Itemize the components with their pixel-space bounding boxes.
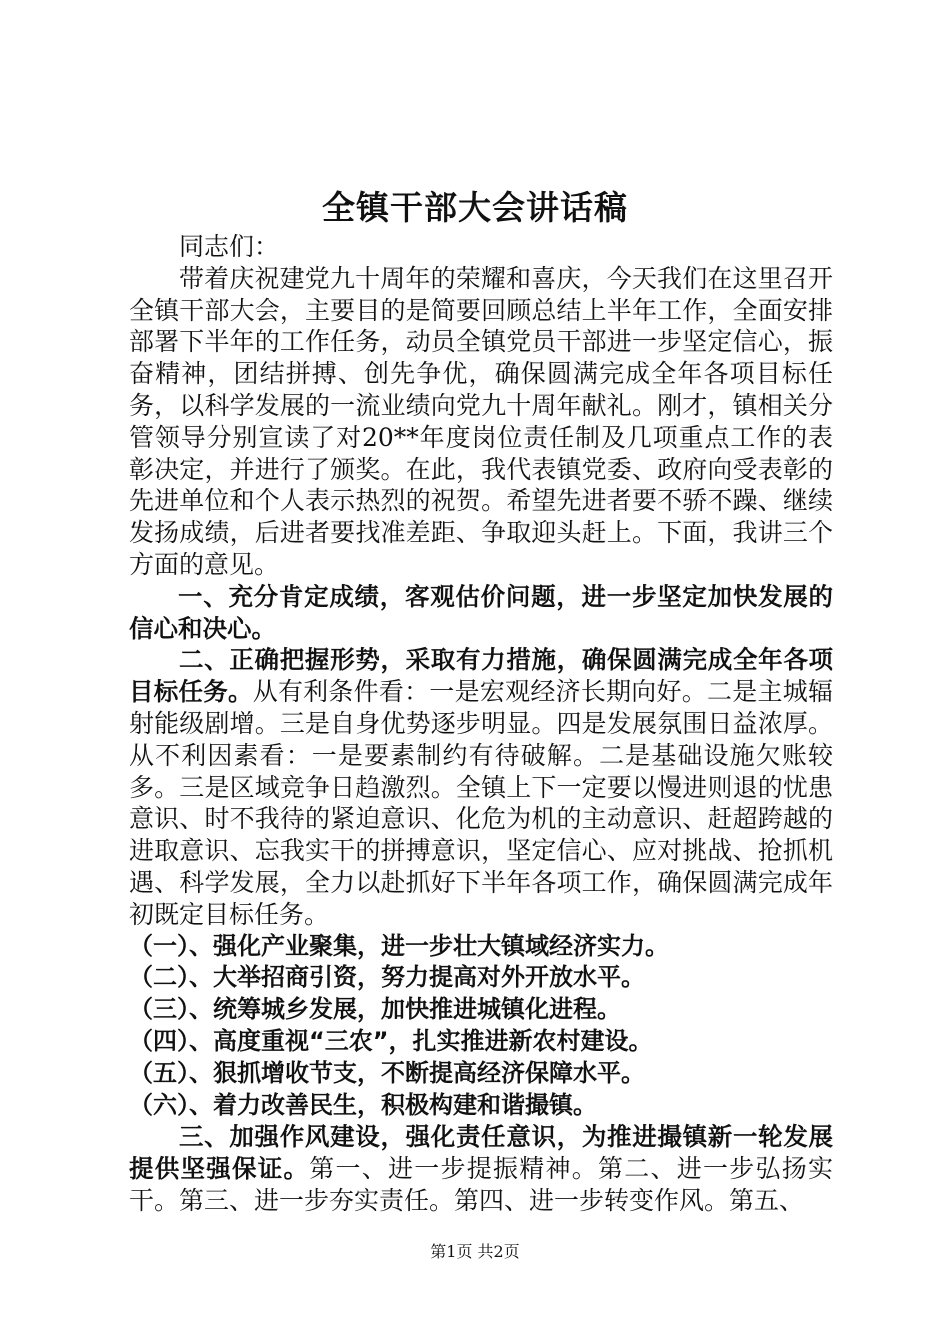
- section-3-heading: 三、加强作风建设，强化责任意识，为推进撮镇新一轮发展提供坚强保证。: [129, 1122, 833, 1184]
- page-footer: 第1页 共2页: [430, 1242, 520, 1261]
- sub-item-5: （五）、狠抓增收节支，不断提高经济保障水平。: [129, 1058, 645, 1087]
- document-title: 全镇干部大会讲话稿: [322, 188, 628, 227]
- section-2-paragraph: [129, 644, 833, 930]
- sub-item-6: （六）、着力改善民生，积极构建和谐撮镇。: [129, 1090, 597, 1119]
- section-2-heading: 二、正确把握形势，采取有力措施，确保圆满完成全年各项目标任务。: [129, 645, 833, 707]
- intro-paragraph: 带着庆祝建党九十周年的荣耀和喜庆，今天我们在这里召开全镇干部大会，主要目的是简要回顾总结上半年工作，全面安排部署下半年的工作任务，动员全镇党员干部进一步坚定信心，振奋精神，团结拼搏、创先争优，确保圆满完成全年各项目标任务，以科学发展的一流业绩向党九十周年献礼。刚才，镇相关分管领导分别宣读了对20**年度岗位责任制及几项重点工作的表彰决定，并进行了颁奖。在此，我代表镇党委、政府向受表彰的先进单位和个人表示热烈的祝贺。希望先进者要不骄不躁、继续发扬成绩，后进者要找准差距、争取迎头赶上。下面，我讲三个方面的意见。: [129, 263, 833, 579]
- section-3-body: 第一、进一步提振精神。第二、进一步弘扬实干。第三、进一步夯实责任。第四、进一步转变作风。第五、: [129, 1154, 833, 1215]
- sub-item-4: （四）、高度重视“三农”，扎实推进新农村建设。: [129, 1026, 653, 1055]
- sub-item-2: （二）、大举招商引资，努力提高对外开放水平。: [129, 963, 645, 992]
- section-2-body: 从有利条件看：一是宏观经济长期向好。二是主城辐射能级剧增。三是自身优势逐步明显。四是发展氛围日益浓厚。从不利因素看：一是要素制约有待破解。二是基础设施欠账较多。三是区域竞争日趋激烈。全镇上下一定要以慢进则退的忧患意识、时不我待的紧迫意识、化危为机的主动意识、赶超跨越的进取意识、忘我实干的拼搏意识，坚定信心、应对挑战、抢抓机遇、科学发展，全力以赴抓好下半年各项工作，确保圆满完成年初既定目标任务。: [129, 677, 833, 929]
- salutation: 同志们：: [179, 232, 280, 261]
- sub-item-3: （三）、统筹城乡发展，加快推进城镇化进程。: [129, 995, 621, 1024]
- section-3-paragraph: [129, 1121, 833, 1216]
- sub-item-1: （一）、强化产业聚集，进一步壮大镇域经济实力。: [129, 931, 669, 960]
- document-body: [129, 231, 833, 1217]
- section-1-heading: 一、充分肯定成绩，客观估价问题，进一步坚定加快发展的信心和决心。: [129, 581, 833, 643]
